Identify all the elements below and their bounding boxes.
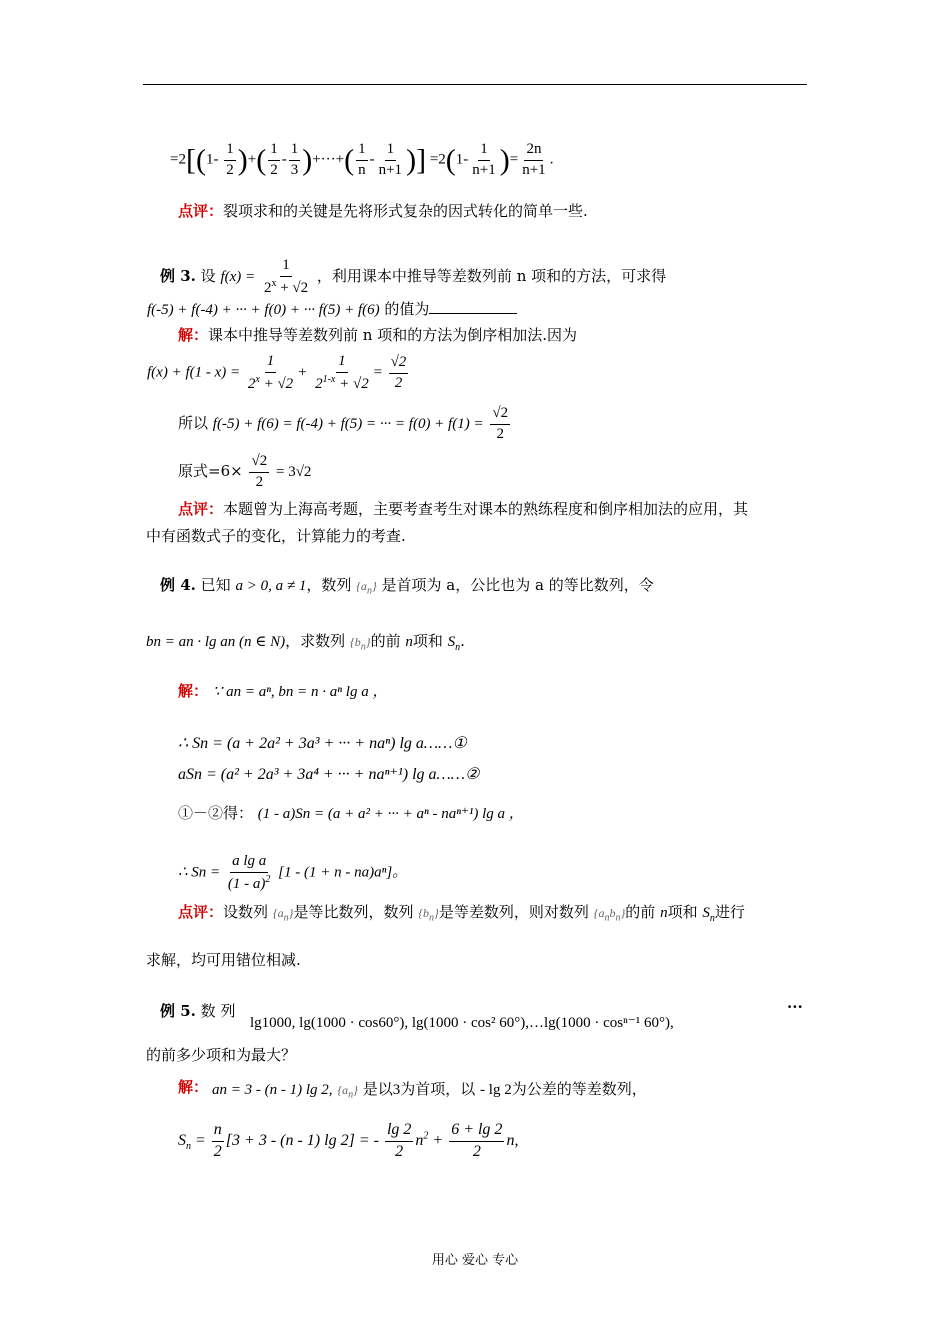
an-line: an = 3 - (n - 1) lg 2, $\{a_n\}$ 是以3为首项，以 - lg 2为公差的等差数列， xyxy=(212,1080,647,1101)
note-t4: 的前 xyxy=(625,903,656,921)
ex4-text-7: . xyxy=(460,632,465,650)
f-def: f(x) = xyxy=(220,269,256,285)
first-term: 3 xyxy=(392,1082,401,1098)
ex5-text-3: 为首项，以 xyxy=(400,1080,476,1098)
note-text: 本题曾为上海高考题，主要考查考生对课本的熟练程度和倒序相加法的应用，其 xyxy=(223,500,749,518)
example-5-label: 例 5. xyxy=(160,1002,196,1020)
example-5-solution xyxy=(178,1078,208,1097)
example-5-statement xyxy=(160,1002,235,1021)
ex4-text-4: ，求数列 xyxy=(285,632,346,650)
subtract-line xyxy=(178,804,524,824)
solution-eq: ∵ an = aⁿ, bn = n · aⁿ lg a ， xyxy=(212,684,388,700)
note-t5: 项和 xyxy=(667,903,698,921)
example-3-post: ，利用课本中推导等差数列前 n 项和的方法，可求得 xyxy=(316,267,667,285)
ex4-text-5: 的前 xyxy=(370,632,401,650)
ex5-text-4: 为公差的等差数列， xyxy=(511,1080,647,1098)
common-difference: - lg 2 xyxy=(480,1082,512,1098)
solution-text: 课本中推导等差数列前 n 项和的方法为倒序相加法.因为 xyxy=(208,326,577,344)
example-3-solution xyxy=(178,326,577,345)
yuanshi-result: = 3√2 xyxy=(275,464,312,480)
note-label: 点评： xyxy=(178,903,224,921)
example-3-pre: 设 xyxy=(200,267,216,285)
value-text: 的值为 xyxy=(384,300,430,318)
note-t3: 是等差数列，则对数列 xyxy=(438,903,589,921)
ex4-text-2: ，数列 xyxy=(306,576,352,594)
solution-label: 解： xyxy=(178,682,209,700)
answer-blank xyxy=(429,313,517,314)
telescoping-equation: =2[(1- $\frac{1}{2}$ )+( $\frac{1}{2}$ - $\frac{1}{3}$ )+···+( $\frac{1}{n}$ - $\frac{1}{n+1}$ )] =2(1- $\frac{1}{n+1}$ )= $\frac{2n}{n+1}$ . xyxy=(170,141,554,178)
seq-bn: $\{b_n\}$ xyxy=(349,635,371,653)
solution-label: 解： xyxy=(178,1078,209,1096)
example-3-label: 例 3. xyxy=(160,267,196,285)
condition: a > 0, a ≠ 1 xyxy=(235,578,307,594)
ex4-text-1: 已知 xyxy=(200,576,231,594)
pair-equation: f(-5) + f(6) = f(-4) + f(5) = ··· = f(0) + f(1) = xyxy=(212,416,484,432)
f-sum-equation: f(x) + f(1 - x) = $\frac{1}{2^x + √2}$ + $\frac{1}{2^{1-x} + √2}$ = $\frac{√2}{2}$ xyxy=(147,353,407,392)
eq-4-pre: ∴ Sn = xyxy=(178,864,221,881)
note-text: 裂项求和的关键是先将形式复杂的因式转化的简单一些. xyxy=(223,202,588,220)
eq-3: (1 - a)Sn = (a + a² + ··· + aⁿ - naⁿ⁺¹) lg a ， xyxy=(257,806,524,822)
example-3-note-line2 xyxy=(146,527,406,546)
note-label: 点评： xyxy=(178,500,224,518)
ex4-text-3: 是首项为 a，公比也为 a 的等比数列，令 xyxy=(381,576,654,594)
eq-4: ∴ Sn = $\frac{\text{a lg a}}{(1 - a)^2}$ [1 - (1 + n - na)aⁿ]。 xyxy=(178,853,408,892)
yuanshi-text: 原式=6× xyxy=(178,462,243,480)
example-3-line2 xyxy=(147,300,517,320)
eq-2: aSn = (a² + 2a³ + 3a⁴ + ··· + naⁿ⁺¹) lg a……② xyxy=(178,766,480,783)
example-4-solution xyxy=(178,682,387,702)
example-4-line2: bn = an · lg an (n ∈ N)，求数列 $\{b_n\}$的前 n项和 $S_n$. xyxy=(146,632,465,653)
bn-definition: bn = an · lg an (n ∈ N) xyxy=(146,634,286,650)
example-3-statement xyxy=(160,256,666,298)
example-4-statement xyxy=(160,576,654,598)
example-4-note: 点评：设数列 $\{a_n\}$是等比数列，数列 $\{b_n\}$是等差数列，则对数列 $\{a_nb_n\}$的前 n项和 $S_n$进行 xyxy=(178,903,745,924)
note-1 xyxy=(178,202,588,221)
subtract-label: ①－②得： xyxy=(178,804,254,822)
page-footer: 用心 爱心 专心 xyxy=(431,1253,519,1268)
eq-1: ∴ Sn = (a + 2a² + 3a³ + ··· + naⁿ) lg a……① xyxy=(178,735,467,752)
an-formula: an = 3 - (n - 1) lg 2, xyxy=(212,1082,333,1098)
ex5-text-2: 是以 xyxy=(362,1080,393,1098)
suoyi-text: 所以 xyxy=(178,414,209,432)
sn-formula: $S_n$ = $\frac{n}{2}$ [3 + 3 - (n - 1) lg 2] = - $\frac{\lg 2}{2}$ $n^2$ + $\frac{6 + \lg 2}{2}$ n, xyxy=(178,1121,519,1160)
example-4-label: 例 4. xyxy=(160,576,196,594)
example-3-note xyxy=(178,500,748,519)
header-rule xyxy=(143,84,807,85)
f-def-fraction: $\frac{1}{2^x + √2}$ xyxy=(263,257,309,296)
sequence-expression: lg1000, lg(1000 · cos60°), lg(1000 · cos² 60°),…lg(1000 · cosⁿ⁻¹ 60°), xyxy=(250,1015,674,1031)
note-t6: 进行 xyxy=(714,903,745,921)
ex5-text-1: 数 列 xyxy=(200,1002,236,1020)
example-4-note-line2: 求解，均可用错位相减. xyxy=(146,951,301,969)
yuanshi-line: 原式=6× $\frac{√2}{2}$ = 3√2 xyxy=(178,453,312,490)
note-label: 点评： xyxy=(178,202,224,220)
note-t1: 设数列 xyxy=(223,903,269,921)
seq-an: $\{a_n\}$ xyxy=(356,579,377,597)
sequence-ellipsis: ··· xyxy=(787,998,803,1016)
note-t2: 是等比数列，数列 xyxy=(293,903,414,921)
sum-expression: f(-5) + f(-4) + ··· + f(0) + ··· f(5) + f(6) xyxy=(147,302,380,318)
suoyi-line: 所以 f(-5) + f(6) = f(-4) + f(5) = ··· = f(0) + f(1) = $\frac{√2}{2}$ xyxy=(178,405,509,442)
note-text-2: 中有函数式子的变化，计算能力的考查. xyxy=(146,527,406,545)
eq-4-post: [1 - (1 + n - na)aⁿ]。 xyxy=(278,864,408,881)
example-5-line2: 的前多少项和为最大？ xyxy=(146,1046,297,1064)
ex4-text-6: 项和 xyxy=(412,632,443,650)
solution-label: 解： xyxy=(178,326,209,344)
